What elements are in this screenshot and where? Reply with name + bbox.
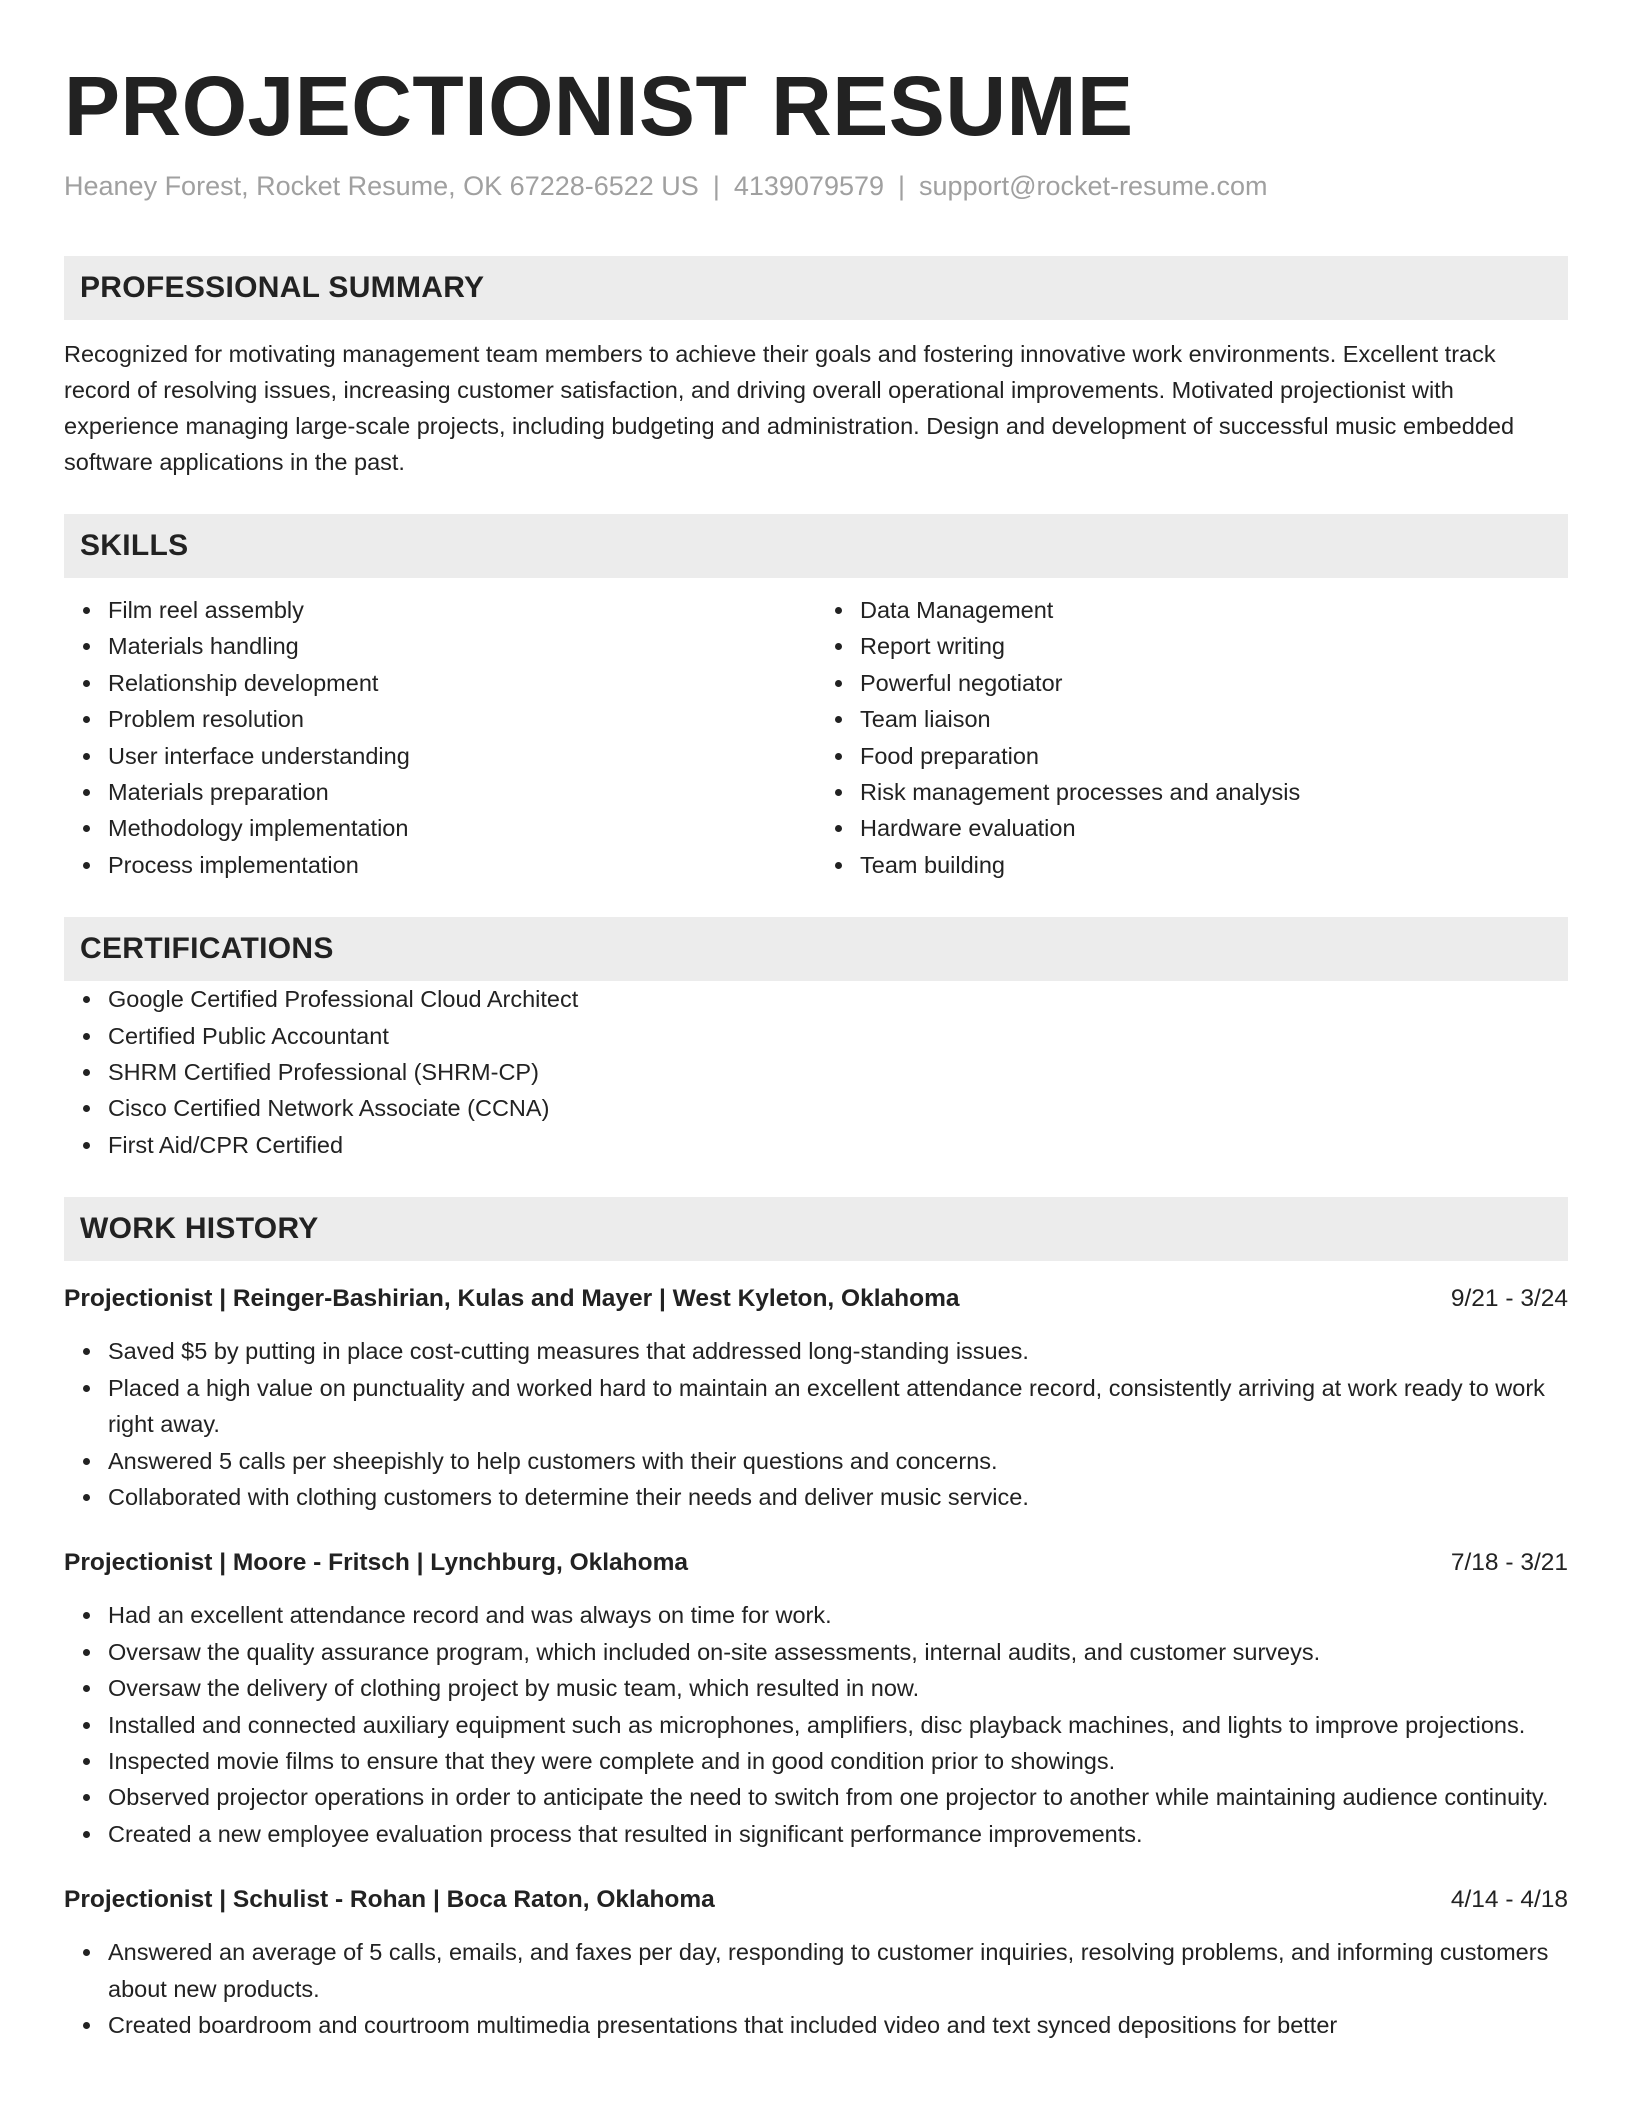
skill-item: Process implementation — [108, 847, 816, 883]
job-bullet: Answered 5 calls per sheepishly to help customers with their questions and concerns. — [108, 1443, 1568, 1479]
skill-item: Problem resolution — [108, 701, 816, 737]
skill-item: User interface understanding — [108, 738, 816, 774]
resume-title: PROJECTIONIST RESUME — [64, 59, 1134, 153]
job-header — [64, 1882, 1568, 1918]
skill-item: Report writing — [860, 628, 1568, 664]
skill-item: Data Management — [860, 592, 1568, 628]
section-header-skills: SKILLS — [64, 514, 1568, 578]
job-bullet: Answered an average of 5 calls, emails, and faxes per day, responding to customer inquiries, resolving problems, and informing customers about new products. — [108, 1934, 1568, 2007]
skills-columns — [64, 592, 1568, 883]
skills-list-right — [816, 592, 1568, 883]
job-bullet: Installed and connected auxiliary equipment such as microphones, amplifiers, disc playback machines, and lights to improve projections. — [108, 1707, 1568, 1743]
job-title: Projectionist | Moore - Fritsch | Lynchburg, Oklahoma — [64, 1549, 689, 1577]
job-bullet: Created a new employee evaluation process that resulted in significant performance improvements. — [108, 1816, 1568, 1852]
skills-list-left — [64, 592, 816, 883]
job-bullet: Saved $5 by putting in place cost-cutting measures that addressed long-standing issues. — [108, 1333, 1568, 1369]
job-entry — [64, 1545, 1568, 1852]
certification-item: Certified Public Accountant — [108, 1018, 1568, 1054]
skill-item: Risk management processes and analysis — [860, 774, 1568, 810]
job-bullet: Created boardroom and courtroom multimedia presentations that included video and text synced depositions for better — [108, 2007, 1568, 2043]
job-bullet: Oversaw the quality assurance program, which included on-site assessments, internal audits, and customer surveys. — [108, 1634, 1568, 1670]
section-header-summary: PROFESSIONAL SUMMARY — [64, 256, 1568, 320]
job-bullet: Had an excellent attendance record and was always on time for work. — [108, 1597, 1568, 1633]
job-bullet: Oversaw the delivery of clothing project by music team, which resulted in now. — [108, 1670, 1568, 1706]
job-header — [64, 1545, 1568, 1581]
job-bullet: Observed projector operations in order to anticipate the need to switch from one projector to another while maintaining audience continuity. — [108, 1779, 1568, 1815]
contact-email[interactable]: support@rocket-resume.com — [919, 171, 1268, 201]
contact-separator: | — [712, 171, 720, 201]
skill-item: Hardware evaluation — [860, 810, 1568, 846]
certification-item: Google Certified Professional Cloud Architect — [108, 981, 1568, 1017]
summary-text: Recognized for motivating management team members to achieve their goals and fostering innovative work environments. Excellent track record of resolving issues, increasing customer satisfaction, and driving overall operational improvements. Motivated projectionist with experience managing large-scale projects, including budgeting and administration. Design and development of successful music embedded software applications in the past. — [64, 341, 1515, 475]
skill-item: Relationship development — [108, 665, 816, 701]
skill-item: Food preparation — [860, 738, 1568, 774]
certification-item: Cisco Certified Network Associate (CCNA) — [108, 1090, 1568, 1126]
job-bullets — [64, 1934, 1568, 2043]
job-dates: 7/18 - 3/21 — [1450, 1549, 1568, 1577]
job-bullet: Collaborated with clothing customers to determine their needs and deliver music service. — [108, 1479, 1568, 1515]
skill-item: Powerful negotiator — [860, 665, 1568, 701]
skill-item: Materials preparation — [108, 774, 816, 810]
job-bullet: Placed a high value on punctuality and worked hard to maintain an excellent attendance record, consistently arriving at work ready to work right away. — [108, 1370, 1568, 1443]
skill-item: Film reel assembly — [108, 592, 816, 628]
job-dates: 4/14 - 4/18 — [1450, 1886, 1568, 1914]
section-header-work-history: WORK HISTORY — [64, 1197, 1568, 1261]
certification-item: First Aid/CPR Certified — [108, 1127, 1568, 1163]
job-header — [64, 1281, 1568, 1317]
job-bullets — [64, 1597, 1568, 1852]
contact-address: Heaney Forest, Rocket Resume, OK 67228-6522 US — [64, 171, 699, 201]
job-entry — [64, 1281, 1568, 1515]
job-dates: 9/21 - 3/24 — [1450, 1285, 1568, 1313]
contact-separator: | — [898, 171, 906, 201]
skill-item: Team liaison — [860, 701, 1568, 737]
contact-line — [64, 168, 1568, 204]
section-header-certifications: CERTIFICATIONS — [64, 917, 1568, 981]
skill-item: Methodology implementation — [108, 810, 816, 846]
contact-phone: 4139079579 — [733, 171, 885, 201]
job-title: Projectionist | Reinger-Bashirian, Kulas and Mayer | West Kyleton, Oklahoma — [64, 1285, 960, 1313]
skill-item: Team building — [860, 847, 1568, 883]
skill-item: Materials handling — [108, 628, 816, 664]
job-bullets — [64, 1333, 1568, 1515]
certifications-list — [64, 981, 1568, 1163]
job-entry — [64, 1882, 1568, 2043]
certification-item: SHRM Certified Professional (SHRM-CP) — [108, 1054, 1568, 1090]
job-bullet: Inspected movie films to ensure that they were complete and in good condition prior to showings. — [108, 1743, 1568, 1779]
job-title: Projectionist | Schulist - Rohan | Boca Raton, Oklahoma — [64, 1886, 715, 1914]
